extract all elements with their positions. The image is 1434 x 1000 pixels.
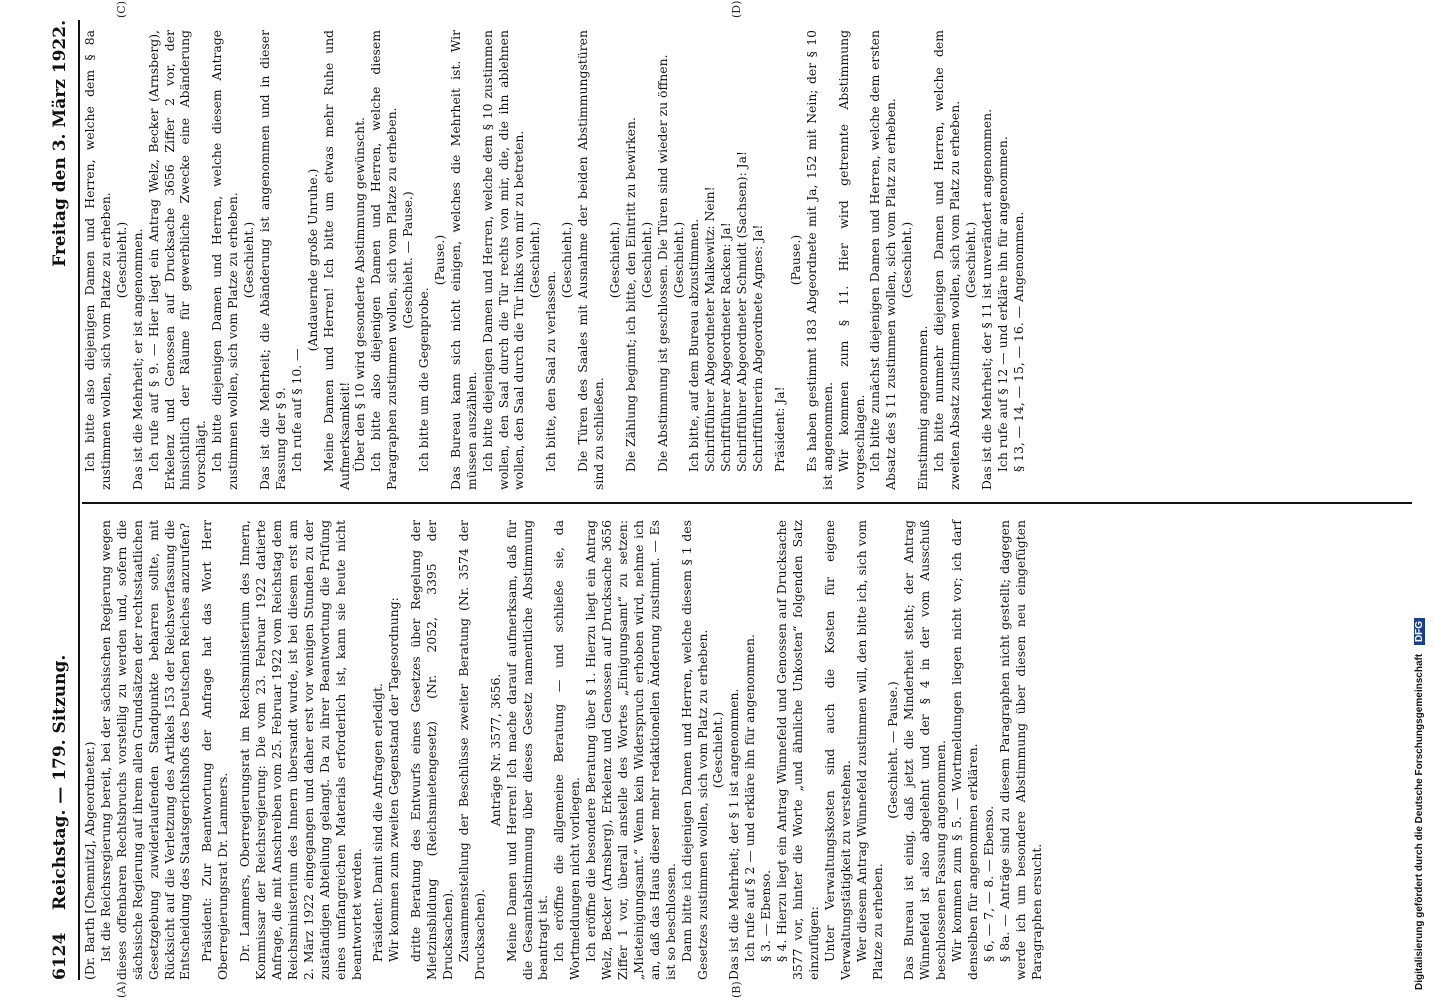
- left-paragraph: dritte Beratung des Entwurfs eines Gesetzes über Regelung der Mietzinsbildung (Reichsmietengesetz) (Nr. 2052, 3395 der Drucksachen).: [408, 520, 456, 980]
- right-paragraph: Schriftführer Abgeordneter Schmidt (Sachsen): Ja!: [734, 150, 750, 472]
- margin-mark-b: (B): [730, 981, 743, 998]
- left-paragraph: Anträge Nr. 3577, 3656.: [487, 673, 503, 827]
- right-paragraph: Ich bitte diejenigen Damen und Herren, welche diesem Antrage zustimmen wollen, sich vom Platze zu erheben.: [209, 30, 241, 490]
- right-paragraph: Schriftführer Abgeordneter Racken: Ja!: [718, 222, 734, 472]
- right-paragraph: (Geschieht.): [670, 221, 686, 299]
- right-paragraph: Die Abstimmung ist geschlossen. Die Türen sind wieder zu öffnen.: [654, 54, 670, 472]
- right-paragraph: Ich bitte, den Saal zu verlassen.: [543, 270, 559, 472]
- right-paragraph: Schriftführer Abgeordneter Malkewitz: Nein!: [702, 186, 718, 472]
- left-paragraph: Meine Damen und Herren! Ich mache darauf aufmerksam, daß für die Gesamtabstimmung über dieses Gesetz namentliche Abstimmung beantragt ist.: [503, 520, 551, 980]
- left-paragraph: Präsident: Damit sind die Anfragen erledigt.: [370, 683, 386, 962]
- right-paragraph: Ich bitte zunächst diejenigen Damen und Herren, welche dem ersten Absatz des § 11 zustimmen wollen, sich vom Platz zu erheben.: [867, 30, 899, 490]
- right-paragraph: (Andauernde große Unruhe.): [304, 168, 320, 352]
- left-paragraph: Dr. Lammers, Oberregierungsrat im Reichsministerium des Innern, Kommissar der Reichsregierung: Die vom 23. Februar 1922 datierte Anfrage, die mit Anschreiben vom 25. Februar 1922 vom Reichstag dem Reichsministerium des Innern übersandt wurde, ist bei diesem erst am 2. März 1922 eingegangen und daher erst vor wenigen Stunden zu der zuständigen Abteilung gelangt. Da zu ihrer Beantwortung die Prüfung eines umfangreichen Materials erforderlich ist, kann sie heute nicht beantwortet werden.: [237, 520, 364, 980]
- header-left-title: Reichstag. — 179. Sitzung.: [50, 654, 70, 910]
- left-paragraph: Zusammenstellung der Beschlüsse zweiter Beratung (Nr. 3574 der Drucksachen).: [455, 520, 487, 980]
- right-paragraph: (Geschieht.): [962, 221, 978, 299]
- left-paragraph: Das Bureau ist einig, daß jetzt die Minderheit steht; der Antrag Wünnefeld ist also abgelehnt und der § 4 in der vom Ausschuß beschlossenen Fassung angenommen.: [901, 520, 949, 980]
- page-number: 6124: [50, 932, 70, 980]
- right-paragraph: (Geschieht. — Pause.): [400, 191, 416, 329]
- right-paragraph: Schriftführerin Abgeordnete Agnes: Ja!: [750, 224, 766, 472]
- right-paragraph: Ich rufe auf § 9. — Hier liegt ein Antrag Welz, Becker (Arnsberg), Erkelenz und Genossen auf Drucksache 3656 Ziffer 2 vor, der hinsichtlich der Räume für gewerbliche Zwecke eine Abänderung vorschlägt.: [145, 30, 209, 490]
- margin-mark-c: (C): [115, 1, 128, 18]
- right-paragraph: Ich bitte, auf dem Bureau abzustimmen.: [686, 218, 702, 472]
- right-paragraph: (Geschieht.): [638, 221, 654, 299]
- right-paragraph: Das ist die Mehrheit; er ist angenommen.: [129, 228, 145, 490]
- margin-mark-d: (D): [730, 0, 743, 18]
- right-paragraph: Ich bitte nunmehr diejenigen Damen und Herren, welche dem zweiten Absatz zustimmen wollen, sich vom Platz zu erheben.: [931, 30, 962, 490]
- left-paragraph: Ich eröffne die besondere Beratung über § 1. Hierzu liegt ein Antrag Welz, Becker (Arnsberg), Erkelenz und Genossen auf Drucksache 3656 Ziffer 1 vor, überall anstelle des Wortes „Einigungsamt“ zu setzen: „Mieteinigungsamt.“ Wenn kein Widerspruch erhoben wird, nehme ich an, daß das Haus dieser mehr redaktionellen Änderung zustimmt. — Es ist so beschlossen.: [583, 520, 678, 980]
- digitization-credit: [1414, 10, 1430, 990]
- left-paragraph: § 3. — Ebenso.: [758, 869, 774, 962]
- right-paragraph: Die Türen des Saales mit Ausnahme der beiden Abstimmungstüren sind zu schließen.: [575, 30, 606, 490]
- digitization-credit-text: [1414, 10, 1430, 990]
- right-paragraph: Ich rufe auf § 12 — und erkläre ihn für angenommen.: [994, 136, 1010, 472]
- running-header: [50, 20, 76, 980]
- margin-mark-a: (A): [115, 981, 128, 998]
- left-paragraph: (Geschieht.): [710, 711, 726, 789]
- left-paragraph: Ich rufe auf § 2 — und erkläre ihn für angenommen.: [742, 634, 758, 962]
- left-paragraph: Unter Verwaltungskosten sind auch die Kosten für eigene Verwaltungstätigkeit zu verstehen.: [821, 520, 853, 980]
- right-paragraph: (Pause.): [431, 234, 447, 286]
- right-paragraph: Über den § 10 wird gesonderte Abstimmung gewünscht.: [352, 117, 368, 472]
- left-paragraph: Dann bitte ich diejenigen Damen und Herren, welche diesem § 1 des Gesetzes zustimmen wollen, sich vom Platz zu erheben.: [678, 520, 710, 980]
- right-paragraph: Ich rufe auf § 10. —: [288, 348, 304, 472]
- right-paragraph: § 13, — 14, — 15, — 16. — Angenommen.: [1010, 211, 1026, 472]
- left-paragraph: Wir kommen zum § 5. — Wortmeldungen liegen nicht vor; ich darf denselben für angenommen erklären.: [949, 520, 980, 980]
- right-paragraph: Das ist die Mehrheit; die Abänderung ist angenommen und in dieser Fassung der § 9.: [256, 30, 288, 490]
- right-paragraph: Das ist die Mehrheit; der § 11 ist unverändert angenommen.: [978, 108, 994, 490]
- header-right-title: Freitag den 3. März 1922.: [50, 20, 70, 267]
- left-paragraph: Präsident: Zur Beantwortung der Anfrage hat das Wort Herr Oberregierungsrat Dr. Lammers.: [199, 520, 231, 980]
- left-paragraph: § 8a. — Anträge sind zu diesem Paragraphen nicht gestellt; dagegen werde ich um besondere Abstimmung über diesen neu eingefügten Paragraphen ersucht.: [996, 520, 1044, 980]
- left-paragraph: Wer diesem Antrag Wünnefeld zustimmen will, den bitte ich, sich vom Platze zu erheben.: [853, 520, 885, 980]
- column-divider: [82, 502, 1412, 504]
- left-paragraph: Ich eröffne die allgemeine Beratung — und schließe sie, da Wortmeldungen nicht vorliegen.: [551, 520, 583, 980]
- dfg-logo: DFG: [1414, 618, 1425, 645]
- right-paragraph: Ich bitte diejenigen Damen und Herren, welche dem § 10 zustimmen wollen, den Saal durch die Tür rechts von mir, die, die ihn ablehnen wollen, den Saal durch die Tür links von mir zu betreten.: [479, 30, 527, 490]
- right-paragraph: Wir kommen zum § 11. Hier wird getrennte Abstimmung vorgeschlagen.: [835, 30, 867, 490]
- right-paragraph: Das Bureau kann sich nicht einigen, welches die Mehrheit ist. Wir müssen auszählen.: [447, 30, 479, 490]
- left-paragraph: (Dr. Barth [Chemnitz], Abgeordneter.): [82, 741, 97, 980]
- left-paragraph: Wir kommen zum zweiten Gegenstand der Tagesordnung:: [386, 597, 402, 962]
- left-paragraph: Das ist die Mehrheit; der § 1 ist angenommen.: [726, 688, 742, 980]
- right-paragraph: Meine Damen und Herren! Ich bitte um etwas mehr Ruhe und Aufmerksamkeit!: [320, 30, 352, 490]
- right-paragraph: (Geschieht.): [113, 221, 129, 299]
- left-paragraph: § 4. Hierzu liegt ein Antrag Wünnefeld und Genossen auf Drucksache 3577 vor, hinter die Worte „und ähnliche Unkosten“ folgenden Satz einzufügen:: [774, 520, 821, 980]
- left-column: [82, 520, 1044, 980]
- right-paragraph: (Geschieht.): [559, 221, 575, 299]
- right-paragraph: Es haben gestimmt 183 Abgeordnete mit Ja, 152 mit Nein; der § 10 ist angenommen.: [803, 30, 835, 490]
- right-paragraph: Präsident: Ja!: [771, 386, 787, 472]
- right-paragraph: Ich bitte also diejenigen Damen und Herren, welche dem § 8a zustimmen wollen, sich vom Platze zu erheben.: [82, 30, 113, 490]
- right-paragraph: (Geschieht.): [527, 221, 543, 299]
- right-paragraph: (Geschieht.): [606, 221, 622, 299]
- right-paragraph: Ich bitte um die Gegenprobe.: [416, 287, 432, 472]
- credit-label: Digitalisierung gefördert durch die Deutsche Forschungsgemeinschaft: [1414, 653, 1425, 990]
- left-paragraph: (Geschieht. — Pause.): [885, 681, 901, 819]
- right-paragraph: Einstimmig angenommen.: [915, 325, 931, 490]
- right-paragraph: Die Zählung beginnt; ich bitte, den Eintritt zu bewirken.: [622, 117, 638, 472]
- right-paragraph: Ich bitte also diejenigen Damen und Herren, welche diesem Paragraphen zustimmen wollen, sich vom Platze zu erheben.: [368, 30, 400, 490]
- left-paragraph: § 6, — 7, — 8. — Ebenso.: [980, 805, 996, 962]
- header-rule: [78, 20, 80, 980]
- right-paragraph: (Pause.): [787, 234, 803, 286]
- right-paragraph: (Geschieht.): [899, 221, 915, 299]
- left-paragraph: Ist die Reichsregierung bereit, bei der sächsischen Regierung wegen dieses offenbaren Rechtsbruchs vorstellig zu werden und, sofern die sächsische Regierung auf ihrem allen Grundsätzen der rechtsstaatlichen Gesetzgebung zuwiderlaufenden Standpunkte beharren sollte, mit Rücksicht auf die Verletzung des Artikels 153 der Reichsverfassung die Entscheidung des Staatsgerichtshofs des Deutschen Reiches anzurufen?: [97, 520, 193, 980]
- right-paragraph: (Geschieht.): [241, 221, 257, 299]
- right-column: [82, 30, 1026, 490]
